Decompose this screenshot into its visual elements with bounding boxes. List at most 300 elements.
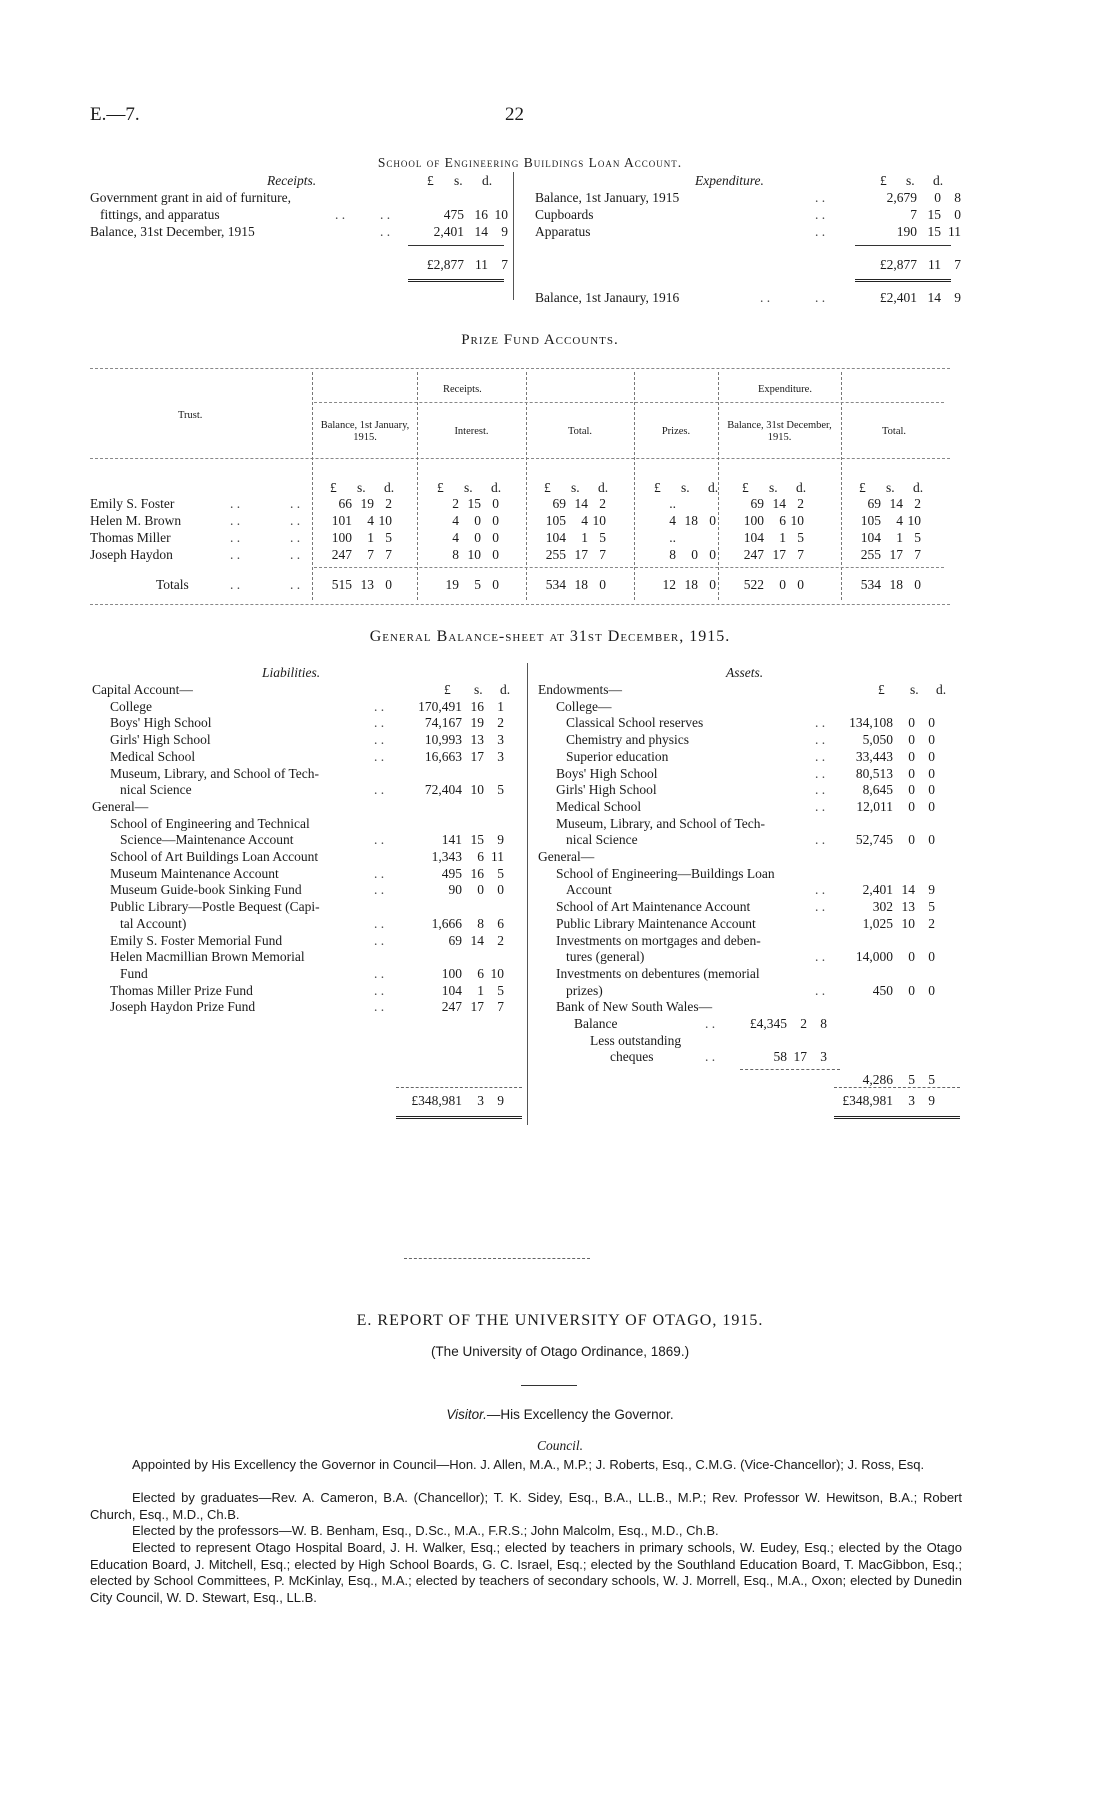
prize-cell-shillings: 0 (474, 513, 481, 528)
page-number: 22 (505, 104, 524, 125)
bank-net-amount-pence: 5 (928, 1072, 935, 1088)
prize-money-head: £ (437, 480, 444, 495)
prize-cell-pence: 0 (709, 547, 716, 562)
liab-total-pounds: £348,981 (411, 1093, 462, 1108)
liability-amount-pence: 5 (497, 982, 504, 998)
asset-line: Girls' High School (556, 782, 657, 798)
report-rule (521, 1385, 577, 1386)
asset-amount-pence: 0 (928, 982, 935, 998)
prize-cell-pence: 10 (378, 513, 392, 528)
bank-cheques-amount-pence: 3 (820, 1049, 827, 1065)
prize-money-head: s. (357, 480, 366, 495)
loan-receipt-pounds: 475 (443, 207, 464, 222)
leader-dots: . . (815, 207, 826, 222)
asset-amount-pounds: 14,000 (855, 949, 893, 965)
liability-line: nical Science (120, 782, 192, 798)
liability-amount-shillings: 6 (477, 965, 484, 981)
liability-amount-shillings: 8 (477, 915, 484, 931)
leader-dots: . . (815, 982, 826, 998)
leader-dots: . . (374, 965, 385, 981)
liabilities-label: Liabilities. (262, 665, 321, 680)
prize-cell-pence: 5 (914, 530, 921, 545)
loan-receipt-pounds: 2,401 (433, 224, 464, 239)
prize-total-cell-pounds: 522 (743, 577, 764, 592)
leader-dots: . . (374, 915, 385, 931)
loan-exp-total-pounds: £2,877 (879, 257, 917, 272)
leader-dots: . . (230, 530, 241, 545)
loan-exp-pence: 11 (948, 224, 961, 239)
prize-col-head: Prizes. (661, 426, 691, 437)
prize-col-divider (634, 372, 635, 600)
liability-amount-pence: 0 (497, 882, 504, 898)
liability-amount-pence: 3 (497, 732, 504, 748)
liability-amount-pounds: 69 (448, 932, 462, 948)
asset-amount-pence: 5 (928, 899, 935, 915)
leader-dots: . . (760, 290, 771, 305)
prize-col-divider (312, 372, 313, 600)
liability-amount-pounds: 90 (448, 882, 462, 898)
asset-amount-pounds: 1,025 (862, 915, 893, 931)
asset-line: School of Engineering—Buildings Loan (556, 865, 775, 881)
balance-divider (527, 663, 528, 1125)
prize-cell-shillings: 14 (889, 496, 903, 511)
loan-double-rule (855, 279, 951, 282)
prize-bottom-rule (90, 604, 950, 605)
asset-money-head: d. (936, 682, 947, 697)
asset-line: College— (556, 698, 612, 714)
liability-line: Museum Guide-book Sinking Fund (110, 882, 302, 898)
liability-line: Boys' High School (110, 715, 212, 731)
trust-label: Trust. (178, 410, 203, 421)
asset-amount-pence: 0 (928, 765, 935, 781)
asset-amount-shillings: 0 (908, 782, 915, 798)
loan-receipt-text: Government grant in aid of furniture, (90, 190, 291, 205)
loan-receipt-shillings: 14 (474, 224, 488, 239)
prize-head-rule (90, 458, 950, 459)
liability-line: Girls' High School (110, 732, 211, 748)
asset-line: School of Art Maintenance Account (556, 899, 751, 915)
loan-closing-pence: 9 (954, 290, 961, 305)
visitor-line (160, 1407, 960, 1422)
prize-trust-name: Emily S. Foster (90, 496, 175, 511)
loan-exp-head-0: £ (880, 173, 887, 188)
asset-amount-pounds: 12,011 (856, 798, 893, 814)
asset-line: Investments on mortgages and deben- (556, 932, 761, 948)
prize-money-head: £ (859, 480, 866, 495)
prize-trust-name: Joseph Haydon (90, 547, 173, 562)
prize-cell-pounds: 101 (331, 513, 352, 528)
leader-dots: . . (815, 748, 826, 764)
loan-receipt-text: Balance, 31st December, 1915 (90, 224, 255, 239)
asset-amount-pence: 0 (928, 782, 935, 798)
prize-money-head: s. (681, 480, 690, 495)
asset-amount-shillings: 0 (908, 982, 915, 998)
prize-total-cell-pence: 0 (914, 577, 921, 592)
prize-cell-pence: 10 (790, 513, 804, 528)
asset-line: tures (general) (566, 949, 645, 965)
bank-less-label: Less outstanding (590, 1032, 682, 1048)
prize-cell-pounds: 104 (545, 530, 566, 545)
prize-cell-shillings: 6 (779, 513, 786, 528)
asset-amount-shillings: 0 (908, 832, 915, 848)
prize-cell-pence: 5 (797, 530, 804, 545)
prize-cell-shillings: 10 (467, 547, 481, 562)
leader-dots: . . (230, 496, 241, 511)
asset-line: Endowments— (538, 682, 622, 697)
loan-exp-total-pence: 7 (954, 257, 961, 272)
prize-total-cell-pence: 0 (385, 577, 392, 592)
prize-cell-shillings: 15 (467, 496, 481, 511)
loan-closing-pounds: £2,401 (879, 290, 917, 305)
asset-line: Investments on debentures (memorial (556, 965, 760, 981)
totals-label: Totals (156, 577, 189, 592)
prize-cell-pounds: 104 (743, 530, 764, 545)
bank-cheques-amount-pounds: 58 (773, 1049, 787, 1065)
liability-line: General— (92, 798, 149, 814)
liability-line: Emily S. Foster Memorial Fund (110, 932, 283, 948)
liability-amount-shillings: 13 (470, 732, 484, 748)
prize-cell-shillings: 4 (581, 513, 588, 528)
prize-cell-pence: 10 (907, 513, 921, 528)
prize-total-cell-shillings: 18 (889, 577, 903, 592)
liability-amount-pounds: 1,343 (431, 849, 462, 864)
bank-net-amount-pounds: 4,286 (862, 1072, 893, 1088)
prize-cell-shillings: 1 (896, 530, 903, 545)
prize-cell-pounds: .. (669, 530, 676, 545)
asset-amount-pence: 0 (928, 949, 935, 965)
prize-expenditure-label: Expenditure. (758, 384, 812, 395)
liability-line: Public Library—Postle Bequest (Capi- (110, 899, 320, 915)
leader-dots: . . (815, 224, 826, 239)
liability-line: Museum, Library, and School of Tech- (110, 765, 320, 781)
leader-dots: . . (705, 1049, 716, 1065)
prize-cell-shillings: 19 (360, 496, 374, 511)
council-paragraph: Elected by graduates—Rev. A. Cameron, B.A. (Chancellor); T. K. Sidey, Esq., B.A., LL.B., M.P.; Rev. Professor W. Hewitson, B.A.; Robert Church, Esq., M.D., Ch.B. (90, 1490, 962, 1522)
liability-amount-pence: 3 (497, 748, 504, 764)
loan-receipt-total-pounds: £2,877 (426, 257, 464, 272)
prize-total-cell-pounds: 534 (860, 577, 881, 592)
leader-dots: . . (374, 715, 385, 731)
prize-money-head: d. (708, 480, 719, 495)
asset-total-rule (834, 1087, 960, 1088)
expenditure-label: Expenditure. (695, 173, 764, 188)
liability-line: College (110, 698, 152, 714)
leader-dots: . . (705, 1016, 716, 1031)
prize-cell-pounds: 255 (860, 547, 881, 562)
leader-dots: . . (290, 577, 301, 592)
prize-cell-shillings: 0 (691, 547, 698, 562)
prize-cell-pounds: 255 (545, 547, 566, 562)
liability-amount-pounds: 1,666 (431, 915, 462, 931)
bank-cheques-amount-shillings: 17 (793, 1049, 807, 1065)
leader-dots: . . (230, 547, 241, 562)
prize-total-cell-pounds: 515 (331, 577, 352, 592)
prize-cell-pounds: 4 (669, 513, 676, 528)
prize-money-head: d. (796, 480, 807, 495)
liability-line: Capital Account— (92, 682, 193, 697)
leader-dots: . . (815, 765, 826, 781)
leader-dots: . . (380, 207, 391, 222)
leader-dots: . . (230, 577, 241, 592)
visitor-text: —His Excellency the Governor. (486, 1407, 674, 1422)
liab-money-head: £ (444, 682, 451, 697)
loan-double-rule (408, 279, 504, 282)
bank-balance-amount-pence: 8 (820, 1016, 827, 1031)
liab-total-rule (396, 1087, 522, 1088)
prize-col-head: Total. (567, 426, 593, 437)
prize-totals-rule (314, 567, 944, 568)
prize-cell-pounds: 104 (860, 530, 881, 545)
prize-cell-pence: 0 (492, 496, 499, 511)
liability-amount-shillings: 14 (470, 932, 484, 948)
asset-money-head: £ (878, 682, 885, 697)
asset-line: Chemistry and physics (566, 732, 689, 748)
assets-label: Assets. (726, 665, 764, 680)
liab-total-shillings: 3 (477, 1093, 484, 1108)
asset-amount-shillings: 13 (901, 899, 915, 915)
liability-amount-shillings: 16 (470, 698, 484, 714)
liability-amount-pounds: 100 (441, 965, 462, 981)
leader-dots: . . (290, 513, 301, 528)
loan-receipt-pence: 9 (501, 224, 508, 239)
leader-dots: . . (374, 832, 385, 848)
leader-dots: . . (815, 949, 826, 965)
leader-dots: . . (815, 290, 826, 305)
prize-total-cell-pence: 0 (709, 577, 716, 592)
prize-cell-pounds: 247 (331, 547, 352, 562)
prize-cell-shillings: 17 (574, 547, 588, 562)
prize-trust-name: Helen M. Brown (90, 513, 182, 528)
asset-amount-shillings: 0 (908, 765, 915, 781)
leader-dots: . . (815, 798, 826, 814)
assets-total-pounds: £348,981 (842, 1093, 893, 1108)
loan-exp-pence: 8 (954, 190, 961, 205)
prize-money-head: s. (886, 480, 895, 495)
prize-cell-pence: 0 (492, 530, 499, 545)
prize-cell-shillings: 1 (367, 530, 374, 545)
leader-dots: . . (374, 882, 385, 898)
prize-cell-pence: 0 (492, 547, 499, 562)
liability-amount-pounds: 16,663 (424, 748, 462, 764)
prize-trust-name: Thomas Miller (90, 530, 171, 545)
asset-line: Medical School (556, 798, 642, 814)
loan-closing-shillings: 14 (927, 290, 941, 305)
prize-col-head: Interest. (454, 426, 489, 437)
liab-total-pence: 9 (497, 1093, 504, 1108)
prize-title: Prize Fund Accounts. (461, 332, 619, 348)
assets-total-pence: 9 (928, 1093, 935, 1108)
asset-double-rule (834, 1116, 960, 1119)
liability-amount-shillings: 10 (470, 782, 484, 798)
report-subtitle: (The University of Otago Ordinance, 1869.) (430, 1344, 690, 1359)
loan-exp-shillings: 15 (927, 207, 941, 222)
prize-cell-shillings: 17 (889, 547, 903, 562)
liability-amount-pence: 7 (497, 999, 504, 1015)
prize-total-cell-shillings: 5 (474, 577, 481, 592)
prize-total-cell-pounds: 12 (662, 577, 676, 592)
asset-amount-shillings: 0 (908, 732, 915, 748)
prize-receipts-label: Receipts. (443, 384, 482, 395)
prize-cell-pounds: 69 (867, 496, 881, 511)
prize-total-cell-pence: 0 (599, 577, 606, 592)
prize-cell-pence: 7 (914, 547, 921, 562)
liability-amount-pence: 10 (490, 965, 504, 981)
loan-receipt-shillings: 16 (474, 207, 488, 222)
loan-exp-shillings: 0 (934, 190, 941, 205)
asset-amount-pence: 2 (928, 915, 935, 931)
liability-amount-shillings: 16 (470, 865, 484, 881)
prize-cell-pence: 2 (385, 496, 392, 511)
liability-line: School of Art Buildings Loan Account (110, 849, 319, 864)
liability-amount-pounds: 495 (441, 865, 462, 881)
prize-cell-shillings: 4 (896, 513, 903, 528)
leader-dots: . . (374, 748, 385, 764)
prize-col-divider (841, 372, 842, 600)
prize-col-divider (718, 372, 719, 600)
liability-line: tal Account) (120, 915, 187, 931)
bank-balance-amount-shillings: 2 (800, 1016, 807, 1031)
prize-cell-pounds: 66 (338, 496, 352, 511)
asset-amount-pounds: 450 (872, 982, 893, 998)
liab-money-head: d. (500, 682, 511, 697)
liability-amount-pounds: 247 (441, 999, 462, 1015)
liability-amount-pence: 9 (497, 832, 504, 848)
prize-cell-pence: 7 (599, 547, 606, 562)
leader-dots: . . (380, 224, 391, 239)
loan-exp-pence: 0 (954, 207, 961, 222)
receipts-label: Receipts. (267, 173, 317, 188)
bank-net-amount-shillings: 5 (908, 1072, 915, 1088)
prize-col-divider (417, 372, 418, 600)
asset-amount-pence: 0 (928, 715, 935, 731)
prize-total-cell-pounds: 19 (445, 577, 459, 592)
loan-receipt-head-0: £ (427, 173, 434, 188)
prize-cell-shillings: 17 (772, 547, 786, 562)
prize-total-cell-shillings: 0 (779, 577, 786, 592)
prize-money-head: £ (330, 480, 337, 495)
prize-cell-pence: 7 (385, 547, 392, 562)
leader-dots: . . (815, 782, 826, 798)
prize-cell-pounds: 2 (452, 496, 459, 511)
asset-amount-shillings: 10 (901, 915, 915, 931)
prize-col-divider (526, 372, 527, 600)
prize-cell-shillings: 1 (779, 530, 786, 545)
asset-amount-shillings: 0 (908, 798, 915, 814)
asset-amount-shillings: 14 (901, 882, 915, 898)
report-title: E. REPORT OF THE UNIVERSITY OF OTAGO, 1915. (356, 1312, 764, 1329)
leader-dots: . . (815, 732, 826, 748)
prize-total-cell-shillings: 18 (574, 577, 588, 592)
prize-total-cell-pence: 0 (797, 577, 804, 592)
prize-group-rule (314, 402, 944, 403)
asset-amount-pounds: 33,443 (855, 748, 893, 764)
assets-total-shillings: 3 (908, 1093, 915, 1108)
leader-dots: . . (374, 732, 385, 748)
bank-rule (740, 1069, 840, 1070)
loan-receipt-total-pence: 7 (501, 257, 508, 272)
leader-dots: . . (815, 899, 826, 915)
prize-money-head: d. (491, 480, 502, 495)
prize-cell-pounds: 247 (743, 547, 764, 562)
prize-cell-pounds: 4 (452, 513, 459, 528)
loan-receipt-head-1: s. (454, 173, 463, 188)
loan-exp-text: Balance, 1st January, 1915 (535, 190, 680, 205)
liability-line: Medical School (110, 748, 196, 764)
loan-exp-total-shillings: 11 (928, 257, 941, 272)
liability-line: Fund (120, 965, 148, 981)
prize-cell-pounds: .. (669, 496, 676, 511)
asset-line: Classical School reserves (566, 715, 704, 731)
prize-money-head: d. (913, 480, 924, 495)
prize-cell-pounds: 4 (452, 530, 459, 545)
leader-dots: . . (374, 999, 385, 1015)
loan-rule (408, 245, 504, 246)
loan-exp-head-2: d. (933, 173, 944, 188)
prize-money-head: s. (464, 480, 473, 495)
loan-exp-shillings: 15 (927, 224, 941, 239)
asset-amount-pounds: 52,745 (855, 832, 893, 848)
asset-line: Boys' High School (556, 765, 658, 781)
asset-amount-shillings: 0 (908, 949, 915, 965)
loan-title: School of Engineering Buildings Loan Account. (377, 155, 683, 170)
prize-cell-pounds: 8 (669, 547, 676, 562)
asset-amount-shillings: 0 (908, 748, 915, 764)
prize-cell-shillings: 18 (684, 513, 698, 528)
leader-dots: . . (290, 530, 301, 545)
liability-line: Joseph Haydon Prize Fund (110, 999, 256, 1015)
balance-title: General Balance-sheet at 31st December, 1915. (369, 628, 731, 645)
leader-dots: . . (374, 698, 385, 714)
loan-rule (855, 245, 951, 246)
leader-dots: . . (290, 547, 301, 562)
prize-cell-pence: 5 (599, 530, 606, 545)
asset-money-head: s. (910, 682, 919, 697)
prize-cell-shillings: 1 (581, 530, 588, 545)
liability-amount-pounds: 104 (441, 982, 462, 998)
council-paragraph: Elected to represent Otago Hospital Board, J. H. Walker, Esq.; elected by teachers in primary schools, W. Eudey, Esq.; elected by the Otago Education Board, J. Mitchell, Esq.; elected by High School Boards, G. C. Israel, Esq.; elected by the Southland Education Board, T. MacGibbon, Esq.; elected by School Committees, P. McKinlay, Esq., M.A.; elected by teachers of secondary schools, W. J. Morrell, Esq., M.A., Oxon; elected by Dunedin City Council, W. D. Stewart, Esq., LL.B. (90, 1540, 962, 1605)
prize-cell-pounds: 69 (552, 496, 566, 511)
liability-amount-pounds: 72,404 (424, 782, 462, 798)
liability-amount-pence: 1 (497, 698, 504, 714)
liability-amount-shillings: 6 (477, 849, 484, 864)
liability-amount-pounds: 170,491 (418, 698, 462, 714)
prize-cell-pounds: 8 (452, 547, 459, 562)
asset-line: nical Science (566, 832, 638, 848)
liability-amount-pence: 6 (497, 915, 504, 931)
council-paragraph: Appointed by His Excellency the Governor in Council—Hon. J. Allen, M.A., M.P.; J. Roberts, Esq., C.M.G. (Vice-Chancellor); J. Ross, Esq. (132, 1457, 925, 1472)
asset-amount-pounds: 8,645 (862, 782, 893, 798)
liability-line: Science—Maintenance Account (120, 832, 294, 848)
liability-amount-shillings: 17 (470, 999, 484, 1015)
asset-amount-pounds: 2,401 (862, 882, 893, 898)
liability-line: Museum Maintenance Account (110, 865, 279, 881)
asset-amount-pence: 0 (928, 732, 935, 748)
liability-amount-pence: 11 (491, 849, 504, 864)
liability-amount-shillings: 1 (477, 982, 484, 998)
asset-amount-pounds: 80,513 (855, 765, 893, 781)
liability-amount-pounds: 141 (441, 832, 462, 848)
leader-dots: . . (290, 496, 301, 511)
section-divider (404, 1258, 590, 1259)
prize-money-head: £ (544, 480, 551, 495)
liability-amount-pence: 5 (497, 782, 504, 798)
liability-amount-shillings: 15 (470, 832, 484, 848)
loan-receipt-total-shillings: 11 (475, 257, 488, 272)
asset-amount-pounds: 134,108 (849, 715, 893, 731)
leader-dots: . . (374, 782, 385, 798)
leader-dots: . . (815, 832, 826, 848)
liability-line: Helen Macmillian Brown Memorial (110, 949, 305, 965)
